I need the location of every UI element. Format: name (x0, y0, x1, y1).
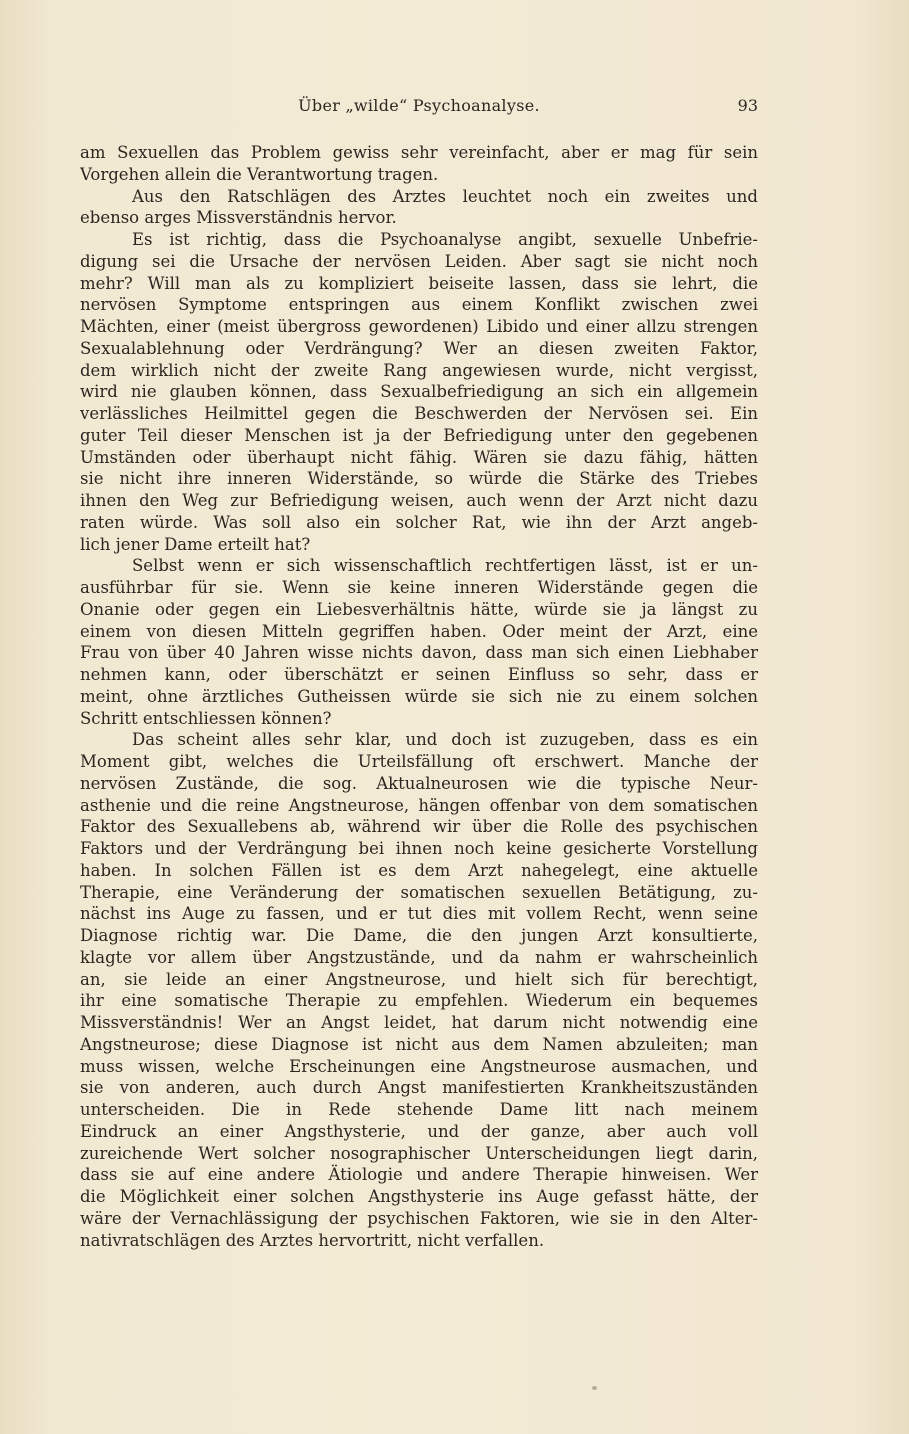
text-line: wird nie glauben können, dass Sexualbefriedigung an sich ein allgemein (80, 382, 758, 402)
text-line: Therapie, eine Veränderung der somatischen sexuellen Betätigung, zu- (80, 882, 758, 902)
text-line: Mächten, einer (meist übergross gewordenen) Libido und einer allzu strengen (80, 317, 758, 336)
text-line: am Sexuellen das Problem gewiss sehr vereinfacht, aber er mag für sein (80, 143, 758, 162)
text-line: Faktor des Sexuallebens ab, während wir über die Rolle des psychischen (80, 817, 758, 837)
text-line: muss wissen, welche Erscheinungen eine Angstneurose ausmachen, und (80, 1056, 758, 1076)
page-number: 93 (737, 96, 758, 115)
paper-speck (592, 1386, 597, 1390)
text-line: an, sie leide an einer Angstneurose, und hielt sich für berechtigt, (80, 969, 758, 989)
text-line: digung sei die Ursache der nervösen Leiden. Aber sagt sie nicht noch (80, 251, 758, 271)
text-line: Faktors und der Verdrängung bei ihnen noch keine gesicherte Vorstellung (80, 839, 758, 858)
body-text (80, 142, 758, 1251)
text-line: mehr? Will man als zu kompliziert beiseite lassen, dass sie lehrt, die (80, 273, 758, 293)
text-line: die Möglichkeit einer solchen Angsthysterie ins Auge gefasst hätte, der (80, 1187, 758, 1206)
text-line: Schritt entschliessen können? (80, 708, 332, 728)
text-line: zureichende Wert solcher nosographischer Unterscheidungen liegt darin, (80, 1143, 758, 1163)
text-line: Selbst wenn er sich wissenschaftlich rechtfertigen lässt, ist er un- (132, 556, 758, 576)
text-line: Onanie oder gegen ein Liebesverhältnis hätte, würde sie ja längst zu (80, 599, 758, 619)
text-line: klagte vor allem über Angstzustände, und da nahm er wahrscheinlich (80, 947, 758, 967)
text-line: wäre der Vernachlässigung der psychischen Faktoren, wie sie in den Alter- (80, 1208, 758, 1228)
text-line: Sexualablehnung oder Verdrängung? Wer an diesen zweiten Faktor, (80, 338, 758, 358)
text-line: Frau von über 40 Jahren wisse nichts davon, dass man sich einen Liebhaber (80, 643, 758, 663)
text-line: nehmen kann, oder überschätzt er seinen Einfluss so sehr, dass er (80, 665, 758, 684)
text-line: Moment gibt, welches die Urteilsfällung oft erschwert. Manche der (80, 752, 758, 771)
text-line: verlässliches Heilmittel gegen die Beschwerden der Nervösen sei. Ein (80, 404, 758, 423)
text-line: sie nicht ihre inneren Widerstände, so würde die Stärke des Triebes (80, 469, 758, 489)
text-line: Eindruck an einer Angsthysterie, und der ganze, aber auch voll (80, 1121, 758, 1141)
text-line: lich jener Dame erteilt hat? (80, 534, 311, 554)
text-line: ihr eine somatische Therapie zu empfehlen. Wiederum ein bequemes (80, 991, 758, 1011)
text-line: ebenso arges Missverständnis hervor. (80, 208, 397, 228)
text-line: unterscheiden. Die in Rede stehende Dame litt nach meinem (80, 1100, 758, 1119)
text-line: Missverständnis! Wer an Angst leidet, hat darum nicht notwendig eine (80, 1013, 758, 1032)
text-line: Diagnose richtig war. Die Dame, die den jungen Arzt konsultierte, (80, 926, 758, 945)
text-line: dem wirklich nicht der zweite Rang angewiesen wurde, nicht vergisst, (80, 360, 758, 380)
text-line: nächst ins Auge zu fassen, und er tut dies mit vollem Recht, wenn seine (80, 904, 758, 924)
text-line: ausführbar für sie. Wenn sie keine inneren Widerstände gegen die (80, 578, 758, 597)
text-line: raten würde. Was soll also ein solcher Rat, wie ihn der Arzt angeb- (80, 512, 758, 532)
text-line: meint, ohne ärztliches Gutheissen würde sie sich nie zu einem solchen (80, 686, 758, 706)
text-line: dass sie auf eine andere Ätiologie und andere Therapie hinweisen. Wer (80, 1165, 758, 1185)
running-title: Über „wilde“ Psychoanalyse. (298, 96, 540, 115)
text-line: Das scheint alles sehr klar, und doch ist zuzugeben, dass es ein (132, 730, 758, 750)
text-line: asthenie und die reine Angstneurose, hängen offenbar von dem somatischen (80, 795, 758, 815)
text-line: Umständen oder überhaupt nicht fähig. Wären sie dazu fähig, hätten (80, 447, 758, 467)
text-line: Aus den Ratschlägen des Arztes leuchtet noch ein zweites und (132, 186, 758, 206)
text-line: haben. In solchen Fällen ist es dem Arzt nahegelegt, eine aktuelle (80, 860, 758, 880)
text-line: sie von anderen, auch durch Angst manifestierten Krankheitszuständen (80, 1078, 758, 1098)
text-line: guter Teil dieser Menschen ist ja der Befriedigung unter den gegebenen (80, 425, 758, 445)
text-line: nativratschlägen des Arztes hervortritt, nicht verfallen. (80, 1230, 545, 1250)
text-line: nervösen Symptome entspringen aus einem Konflikt zwischen zwei (80, 295, 758, 315)
text-line: Vorgehen allein die Verantwortung tragen. (80, 164, 439, 184)
text-line: Es ist richtig, dass die Psychoanalyse angibt, sexuelle Unbefrie- (132, 230, 758, 249)
text-line: Angstneurose; diese Diagnose ist nicht aus dem Namen abzuleiten; man (80, 1034, 758, 1054)
text-line: ihnen den Weg zur Befriedigung weisen, auch wenn der Arzt nicht dazu (80, 491, 758, 510)
text-line: einem von diesen Mitteln gegriffen haben. Oder meint der Arzt, eine (80, 621, 758, 641)
text-line: nervösen Zustände, die sog. Aktualneurosen wie die typische Neur- (80, 773, 758, 793)
page-header (80, 96, 758, 118)
